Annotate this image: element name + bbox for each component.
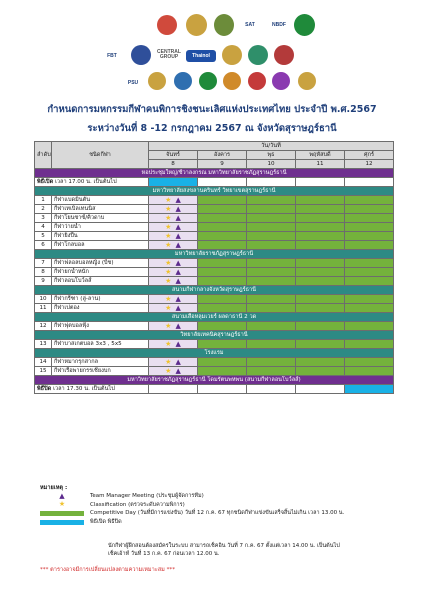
header-date: 8 [149,160,198,169]
day-cell-competition [296,196,345,205]
logo-mid-6 [248,45,268,65]
change-warning: *** ตารางอาจมีการเปลี่ยนแปลงตามความเหมาะสม *** [40,567,175,573]
sport-name: กีฬาแบดมินตัน [52,196,149,205]
logo-nbdf: NBDF [272,21,286,28]
table-row [35,367,394,376]
triangle-icon: ▲ [175,258,181,267]
day-cell-competition [198,304,247,313]
day-cell-competition [198,214,247,223]
row-number: 11 [35,304,52,313]
day-cell-competition [247,232,296,241]
day-cell-competition [345,277,394,286]
legend-item: ▲ Team Manager Meeting (ประชุมผู้จัดการทีม) [40,492,410,501]
day-cell-competition [247,340,296,349]
day-cell-competition [296,223,345,232]
day-cell-competition [198,358,247,367]
logo-thainol: Thainol [186,50,216,62]
header-date: 9 [198,160,247,169]
legend-item: พิธีเปิด พิธีปิด [40,518,410,527]
day-cell-competition [296,367,345,376]
triangle-icon: ▲ [175,240,181,249]
day-cell-competition [198,205,247,214]
day-cell-competition [296,358,345,367]
day-cell-competition [345,214,394,223]
triangle-icon: ▲ [175,276,181,285]
row-number: 7 [35,259,52,268]
day-cell-competition [296,322,345,331]
day-cell-competition [198,295,247,304]
logo-top-6 [294,14,315,36]
cyan-swatch [40,520,84,525]
sport-name: กีฬาเปตอง [52,304,149,313]
day-cell-meeting [149,259,198,268]
table-row [35,340,394,349]
day-cell-competition [345,259,394,268]
day-cell-competition [296,205,345,214]
star-icon: ★ [165,240,172,249]
day-cell-competition [198,223,247,232]
day-cell-meeting [149,232,198,241]
day-cell-competition [198,196,247,205]
section-header: มหาวิทยาลัยราชภัฏสุราษฎร์ธานี [35,250,394,259]
table-row [35,268,394,277]
logo-bot-3 [174,72,192,90]
star-icon: ★ [165,366,172,375]
header-day: จันทร์ [149,151,198,160]
closing-row [35,385,394,394]
day-cell-competition [345,196,394,205]
legend-item: ★ Classification (ตรวจระดับความพิการ) [40,501,410,510]
triangle-icon: ▲ [175,366,181,375]
day-cell-competition [247,259,296,268]
day-cell-competition [345,304,394,313]
opening-label: พิธีเปิด เวลา 17.00 น. เป็นต้นไป [35,178,149,187]
table-row [35,259,394,268]
triangle-icon: ▲ [175,339,181,348]
day-cell-meeting [149,340,198,349]
section-header: หอประชุมใหญ่/ชีวาลงกรณ มหาวิทยาลัยราชภัฏสุราษฎร์ธานี [35,169,394,178]
day-cell-competition [198,241,247,250]
star-icon: ★ [58,500,66,509]
day-cell-competition [247,367,296,376]
sport-name: กีฬายกน้ำหนัก [52,268,149,277]
day-cell-meeting [149,241,198,250]
header-date: 12 [345,160,394,169]
star-icon: ★ [165,294,172,303]
day-cell-competition [247,277,296,286]
row-number: 14 [35,358,52,367]
day-cell-competition [345,223,394,232]
triangle-icon: ▲ [175,204,181,213]
day-cell-meeting [149,295,198,304]
star-icon: ★ [165,321,172,330]
header-date: 11 [296,160,345,169]
day-cell-competition [198,340,247,349]
star-icon: ★ [165,204,172,213]
section-header: มหาวิทยาลัยสงขลานครินทร์ วิทยาเขตสุราษฎร์ธานี [35,187,394,196]
day-cell-competition [198,268,247,277]
star-icon: ★ [165,195,172,204]
day-cell-competition [247,295,296,304]
logo-bot-5 [223,72,241,90]
logo-bot-8 [298,72,316,90]
logo-bot-4 [199,72,217,90]
logo-bot-2 [148,72,166,90]
page-subtitle: ระหว่างวันที่ 8 -12 กรกฎาคม 2567 ณ จังหวัดสุราษฎร์ธานี [87,123,337,134]
day-cell-competition [296,295,345,304]
day-cell-competition [198,277,247,286]
legend [40,492,410,526]
table-row [35,277,394,286]
day-cell-competition [296,304,345,313]
star-icon: ★ [165,267,172,276]
day-cell-competition [247,268,296,277]
star-icon: ★ [165,339,172,348]
row-number: 10 [35,295,52,304]
header-day: ศุกร์ [345,151,394,160]
day-cell-competition [296,241,345,250]
day-cell-competition [247,241,296,250]
day-cell-competition [345,241,394,250]
day-cell-competition [247,196,296,205]
triangle-icon: ▲ [175,231,181,240]
table-row [35,358,394,367]
sport-name: กีฬาเทเบิลเทนนิส [52,205,149,214]
day-cell-competition [345,295,394,304]
star-icon: ★ [165,303,172,312]
schedule-table [34,141,394,394]
section-header: โรงแรม [35,349,394,358]
sport-name: กีฬาบาสเกตบอล 3x3 , 5x5 [52,340,149,349]
table-row [35,223,394,232]
logo-bot-6 [248,72,266,90]
day-cell-meeting [149,223,198,232]
day-cell-competition [345,205,394,214]
day-cell-competition [247,205,296,214]
row-number: 1 [35,196,52,205]
sport-name: กีฬาหมากรุกสากล [52,358,149,367]
day-cell-competition [345,232,394,241]
logo-psu: PSU [127,79,139,86]
section-header: สนามเสือหลุมเวยร์ ผลดาธานี 2 วด [35,313,394,322]
day-cell-meeting [149,358,198,367]
day-cell-competition [247,214,296,223]
logo-sat: SAT [245,21,255,28]
triangle-icon: ▲ [175,357,181,366]
table-row [35,322,394,331]
header-day: พฤหัสบดี [296,151,345,160]
row-number: 6 [35,241,52,250]
header-date: 10 [247,160,296,169]
row-number: 12 [35,322,52,331]
opening-row [35,178,394,187]
day-cell-competition [247,358,296,367]
star-icon: ★ [165,231,172,240]
star-icon: ★ [165,276,172,285]
closing-label: พิธีปิด เวลา 17.30 น. เป็นต้นไป [35,385,149,394]
closing-cell [345,385,394,394]
logo-mid-7 [274,45,294,65]
row-number: 15 [35,367,52,376]
sport-name: กีฬาลอนโบว์ลส์ [52,277,149,286]
sponsor-logos [0,0,424,92]
day-cell-competition [296,340,345,349]
day-cell-competition [198,367,247,376]
table-row [35,295,394,304]
triangle-icon: ▲ [175,195,181,204]
logo-top-2 [186,14,207,36]
triangle-icon: ▲ [175,303,181,312]
table-row [35,241,394,250]
header-day: พุธ [247,151,296,160]
logo-top-3 [214,14,234,36]
header-day-group: วัน/วันที่ [149,142,394,151]
triangle-icon: ▲ [175,213,181,222]
day-cell-competition [296,259,345,268]
sport-name: กีฬาฟลอลบอลหญิง (บีช) [52,259,149,268]
day-cell-competition [198,322,247,331]
section-header: วิทยาลัยเทคนิคสุราษฎร์ธานี [35,331,394,340]
row-number: 13 [35,340,52,349]
day-cell-meeting [149,214,198,223]
day-cell-competition [247,304,296,313]
star-icon: ★ [165,258,172,267]
triangle-icon: ▲ [59,491,65,500]
sport-name: กีฬาโกลบอล [52,241,149,250]
day-cell-competition [296,232,345,241]
day-cell-competition [345,268,394,277]
legend-item: Competitive Day (วันที่มีการแข่งขัน) วันที่ 12 ก.ค. 67 ทุกชนิดกีฬาแข่งขันเสร็จสิ้นไม่เกิน เวลา 13.00 น. [40,509,410,518]
row-number: 5 [35,232,52,241]
day-cell-competition [296,277,345,286]
opening-cell [149,178,198,187]
day-cell-competition [296,268,345,277]
sport-name: กีฬายิงปืน [52,232,149,241]
day-cell-competition [247,223,296,232]
sport-name: กีฬากรีฑา (ลู่-ลาน) [52,295,149,304]
day-cell-meeting [149,268,198,277]
day-cell-competition [247,322,296,331]
day-cell-meeting [149,367,198,376]
day-cell-competition [198,259,247,268]
sport-name: กีฬาโยนซาซ์/คิวดาบ [52,214,149,223]
day-cell-meeting [149,196,198,205]
table-row [35,304,394,313]
row-number: 2 [35,205,52,214]
day-cell-competition [345,358,394,367]
sport-name: กีฬาฟุตบอลฟุ้ง [52,322,149,331]
triangle-icon: ▲ [175,222,181,231]
logo-central: CENTRAL GROUP [157,49,181,60]
day-cell-meeting [149,277,198,286]
day-cell-meeting [149,205,198,214]
accommodation-note: นักกีฬาผู้ฝึกสอนต้องสมัครในระบบ สามารถเช็คอิน วันที่ 7 ก.ค. 67 ตั้งแต่เวลา 14.00 น. เป็นต้นไป เช็คเอ้าท์ วันที่ 13 ก.ค. 67 ก่อนเวลา 12.00 น. [108,543,340,557]
header-no: ลำดับ [35,142,52,169]
triangle-icon: ▲ [175,267,181,276]
star-icon: ★ [165,213,172,222]
header-day: อังคาร [198,151,247,160]
section-header: มหาวิทยาลัยราชภัฏสุราษฎร์ธานี โดมรัตนพหพน (สนามกีฬาลอนโบว์ลส์) [35,376,394,385]
row-number: 4 [35,223,52,232]
logo-bot-7 [272,72,290,90]
logo-top-1 [157,15,177,35]
day-cell-competition [198,232,247,241]
sport-name: กีฬาว่ายน้ำ [52,223,149,232]
logo-fbt: FBT [107,52,117,59]
day-cell-competition [345,367,394,376]
day-cell-competition [345,340,394,349]
sport-name: กีฬาเรือพายกรรเชียงบก [52,367,149,376]
table-row [35,214,394,223]
day-cell-meeting [149,304,198,313]
logo-mid-5 [222,45,242,65]
legend-title: หมายเหตุ : [40,485,68,491]
logo-mid-2 [131,45,151,65]
table-row [35,205,394,214]
row-number: 8 [35,268,52,277]
table-row [35,196,394,205]
day-cell-meeting [149,322,198,331]
table-row [35,232,394,241]
row-number: 3 [35,214,52,223]
header-sport: ชนิดกีฬา [52,142,149,169]
page-title: กำหนดการมหกรรมกีฬาคนพิการชิงชนะเลิศแห่งประเทศไทย ประจำปี พ.ศ.2567 [47,104,377,115]
triangle-icon: ▲ [175,294,181,303]
star-icon: ★ [165,357,172,366]
triangle-icon: ▲ [175,321,181,330]
day-cell-competition [296,214,345,223]
star-icon: ★ [165,222,172,231]
green-swatch [40,511,84,516]
row-number: 9 [35,277,52,286]
day-cell-competition [345,322,394,331]
section-header: สนามกีฬากลางจังหวัดสุราษฎร์ธานี [35,286,394,295]
